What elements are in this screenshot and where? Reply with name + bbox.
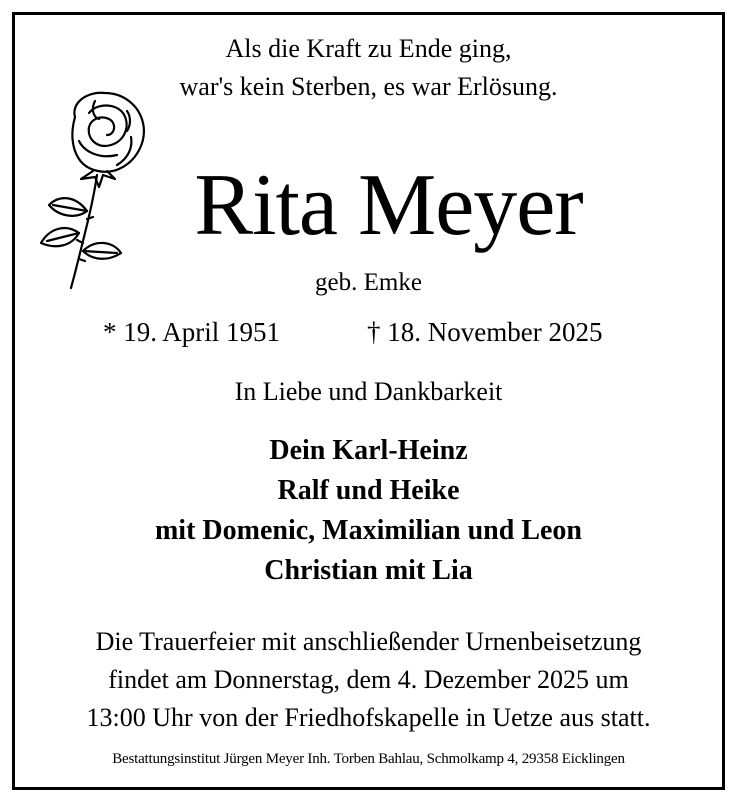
service-line: Die Trauerfeier mit anschließender Urnenbeisetzung (95, 627, 642, 656)
dedication: In Liebe und Dankbarkeit (234, 377, 503, 406)
funeral-home-footer: Bestattungsinstitut Jürgen Meyer Inh. Torben Bahlau, Schmolkamp 4, 29358 Eicklingen (112, 751, 625, 767)
death-date: † 18. November 2025 (367, 317, 603, 347)
family-line: mit Domenic, Maximilian und Leon (154, 515, 582, 546)
family-line: Ralf und Heike (277, 475, 460, 506)
quote-line-1: Als die Kraft zu Ende ging, (225, 34, 512, 63)
family-line: Dein Karl-Heinz (269, 435, 468, 466)
service-line: findet am Donnerstag, dem 4. Dezember 2025 um (108, 665, 629, 694)
family-line: Christian mit Lia (264, 555, 473, 586)
quote-line-2: war's kein Sterben, es war Erlösung. (179, 72, 558, 101)
service-line: 13:00 Uhr von der Friedhofskapelle in Uetze aus statt. (86, 703, 651, 732)
birth-date: * 19. April 1951 (103, 317, 281, 347)
birth-name: geb. Emke (315, 269, 422, 296)
deceased-name: Rita Meyer (194, 157, 583, 254)
obituary-notice (12, 12, 725, 790)
